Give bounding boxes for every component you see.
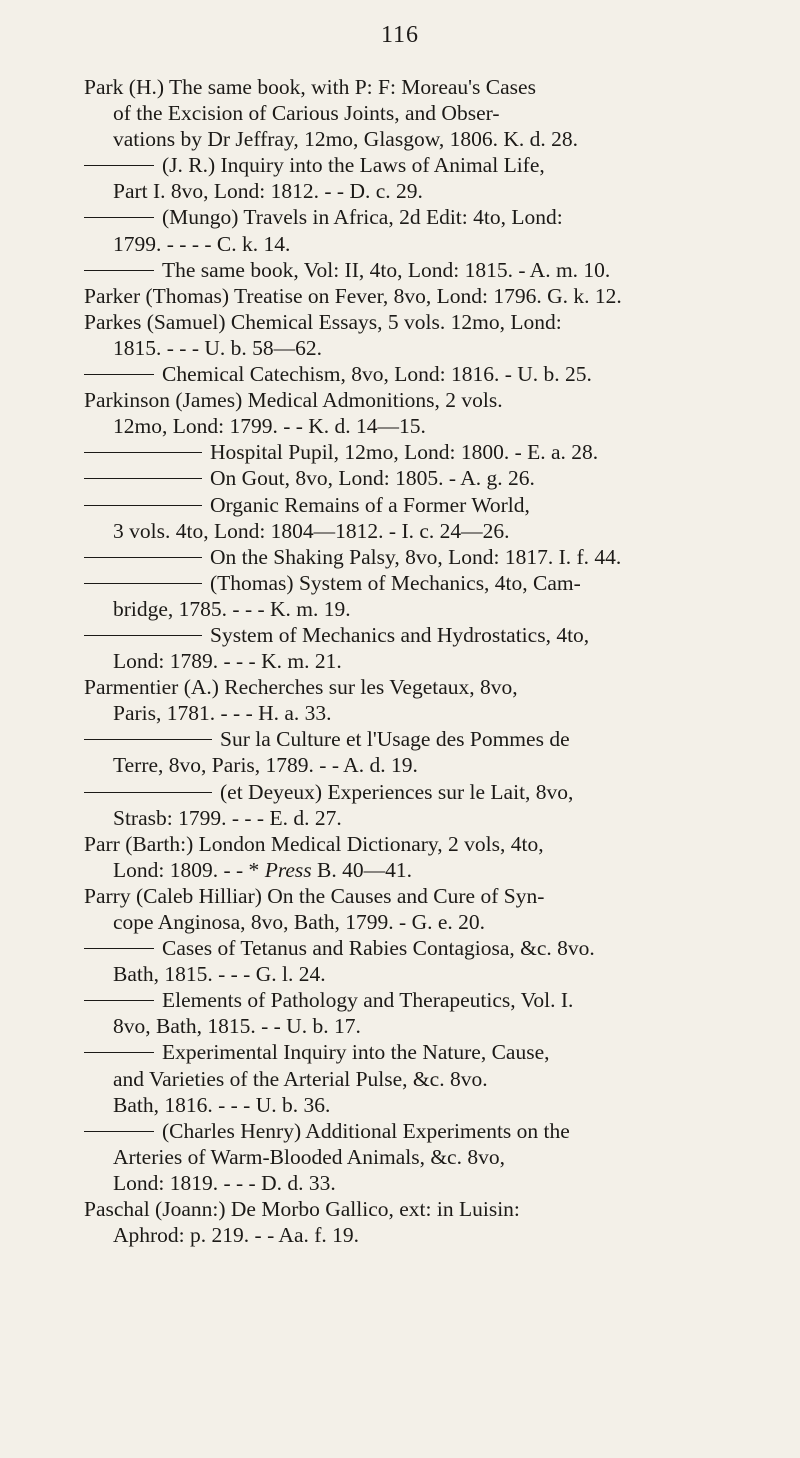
entry-heading-line: Hospital Pupil, 12mo, Lond: 1800. - E. a. 28. bbox=[210, 440, 599, 465]
catalogue-entry bbox=[84, 987, 750, 1039]
entry-heading-line: (Mungo) Travels in Africa, 2d Edit: 4to, Lond: bbox=[162, 205, 563, 230]
entry-continuation-line: 12mo, Lond: 1799. - - K. d. 14—15. bbox=[113, 414, 426, 439]
ditto-rule bbox=[84, 948, 154, 949]
entry-heading-line: Experimental Inquiry into the Nature, Cause, bbox=[162, 1040, 550, 1065]
ditto-rule bbox=[84, 165, 154, 166]
ditto-rule bbox=[84, 635, 202, 636]
entry-heading-line: Chemical Catechism, 8vo, Lond: 1816. - U. b. 25. bbox=[162, 362, 592, 387]
ditto-rule bbox=[84, 1000, 154, 1001]
catalogue-entry bbox=[84, 674, 750, 726]
entry-continuation-line: Bath, 1815. - - - G. l. 24. bbox=[113, 962, 326, 987]
entry-continuation-line: Terre, 8vo, Paris, 1789. - - A. d. 19. bbox=[113, 753, 418, 778]
catalogue-entry bbox=[84, 779, 750, 831]
catalogue-entry bbox=[84, 1039, 750, 1117]
entry-continuation-line: and Varieties of the Arterial Pulse, &c. 8vo. bbox=[113, 1066, 488, 1091]
catalogue-entry bbox=[84, 439, 750, 465]
catalogue-entry bbox=[84, 309, 750, 361]
entry-continuation-line: Arteries of Warm-Blooded Animals, &c. 8vo, bbox=[113, 1144, 505, 1169]
entry-continuation-line: 8vo, Bath, 1815. - - U. b. 17. bbox=[113, 1014, 361, 1039]
ditto-rule bbox=[84, 583, 202, 584]
entry-continuation-line: Strasb: 1799. - - - E. d. 27. bbox=[113, 805, 342, 830]
entry-heading-line: Sur la Culture et l'Usage des Pommes de bbox=[220, 727, 570, 752]
ditto-rule bbox=[84, 1131, 154, 1132]
entry-continuation-line: vations by Dr Jeffray, 12mo, Glasgow, 1806. K. d. 28. bbox=[113, 127, 578, 152]
entry-heading-line: Parr (Barth:) London Medical Dictionary, 2 vols, 4to, bbox=[84, 831, 544, 856]
catalogue-entry bbox=[84, 1196, 750, 1248]
catalogue-entry bbox=[84, 492, 750, 544]
entry-heading-line: Park (H.) The same book, with P: F: Moreau's Cases bbox=[84, 75, 536, 99]
entry-continuation-line: bridge, 1785. - - - K. m. 19. bbox=[113, 596, 351, 621]
page-number: 116 bbox=[380, 22, 420, 48]
entry-continuation-line: Lond: 1809. - - * Press B. 40—41. bbox=[113, 857, 413, 882]
entry-continuation-line: Paris, 1781. - - - H. a. 33. bbox=[113, 701, 332, 726]
entry-heading-line: The same book, Vol: II, 4to, Lond: 1815. - A. m. 10. bbox=[162, 257, 611, 282]
catalogue-entry bbox=[84, 1118, 750, 1196]
entry-heading-line: (J. R.) Inquiry into the Laws of Animal Life, bbox=[162, 153, 545, 178]
catalogue-entry bbox=[84, 831, 750, 883]
catalogue-entry bbox=[84, 152, 750, 204]
entry-heading-line: Parry (Caleb Hilliar) On the Causes and Cure of Syn- bbox=[84, 883, 545, 908]
ditto-rule bbox=[84, 557, 202, 558]
entry-heading-line: Paschal (Joann:) De Morbo Gallico, ext: in Luisin: bbox=[84, 1197, 520, 1222]
entry-continuation-line: Part I. 8vo, Lond: 1812. - - D. c. 29. bbox=[113, 179, 423, 204]
entry-heading-line: Elements of Pathology and Therapeutics, Vol. I. bbox=[162, 988, 574, 1013]
entry-heading-line: On Gout, 8vo, Lond: 1805. - A. g. 26. bbox=[210, 466, 535, 491]
catalogue-entry bbox=[84, 570, 750, 622]
catalogue-entry bbox=[84, 74, 750, 152]
entry-heading-line: (et Deyeux) Experiences sur le Lait, 8vo, bbox=[220, 779, 574, 804]
entry-heading-line: On the Shaking Palsy, 8vo, Lond: 1817. I. f. 44. bbox=[210, 544, 622, 569]
ditto-rule bbox=[84, 217, 154, 218]
entry-heading-line: Organic Remains of a Former World, bbox=[210, 492, 530, 517]
entry-continuation-line: 3 vols. 4to, Lond: 1804—1812. - I. c. 24—26. bbox=[113, 518, 510, 543]
catalogue-entry bbox=[84, 257, 750, 283]
entry-continuation-line: of the Excision of Carious Joints, and Obser- bbox=[113, 101, 500, 126]
catalogue-entry bbox=[84, 622, 750, 674]
catalogue-entry bbox=[84, 465, 750, 491]
entry-heading-line: Parkinson (James) Medical Admonitions, 2 vols. bbox=[84, 388, 503, 413]
catalogue-entry bbox=[84, 361, 750, 387]
entry-continuation-line: Lond: 1789. - - - K. m. 21. bbox=[113, 649, 342, 674]
ditto-rule bbox=[84, 452, 202, 453]
ditto-rule bbox=[84, 739, 212, 740]
entry-continuation-line: cope Anginosa, 8vo, Bath, 1799. - G. e. 20. bbox=[113, 910, 486, 934]
catalogue-entry bbox=[84, 935, 750, 987]
ditto-rule bbox=[84, 505, 202, 506]
catalogue-entry bbox=[84, 726, 750, 778]
entry-continuation-line: 1815. - - - U. b. 58—62. bbox=[113, 335, 323, 360]
entry-heading-line: (Thomas) System of Mechanics, 4to, Cam- bbox=[210, 570, 581, 595]
ditto-rule bbox=[84, 270, 154, 271]
entry-heading-line: (Charles Henry) Additional Experiments on the bbox=[162, 1118, 570, 1143]
entry-heading-line: System of Mechanics and Hydrostatics, 4to, bbox=[210, 622, 590, 647]
entry-continuation-line: 1799. - - - - C. k. 14. bbox=[113, 231, 291, 256]
ditto-rule bbox=[84, 374, 154, 375]
catalogue-entry bbox=[84, 283, 750, 309]
entry-heading-line: Parmentier (A.) Recherches sur les Vegetaux, 8vo, bbox=[84, 675, 518, 700]
catalogue-entries bbox=[84, 74, 750, 1248]
entry-heading-line: Parkes (Samuel) Chemical Essays, 5 vols. 12mo, Lond: bbox=[84, 309, 562, 334]
ditto-rule bbox=[84, 1052, 154, 1053]
catalogue-entry bbox=[84, 204, 750, 256]
ditto-rule bbox=[84, 478, 202, 479]
entry-continuation-line: Aphrod: p. 219. - - Aa. f. 19. bbox=[113, 1223, 360, 1248]
catalogue-entry bbox=[84, 883, 750, 935]
entry-heading-line: Cases of Tetanus and Rabies Contagiosa, &c. 8vo. bbox=[162, 936, 595, 961]
entry-continuation-line: Bath, 1816. - - - U. b. 36. bbox=[113, 1092, 331, 1117]
catalogue-entry bbox=[84, 544, 750, 570]
ditto-rule bbox=[84, 792, 212, 793]
entry-heading-line: Parker (Thomas) Treatise on Fever, 8vo, Lond: 1796. G. k. 12. bbox=[84, 283, 622, 308]
catalogue-entry bbox=[84, 387, 750, 439]
entry-continuation-line: Lond: 1819. - - - D. d. 33. bbox=[113, 1170, 336, 1195]
